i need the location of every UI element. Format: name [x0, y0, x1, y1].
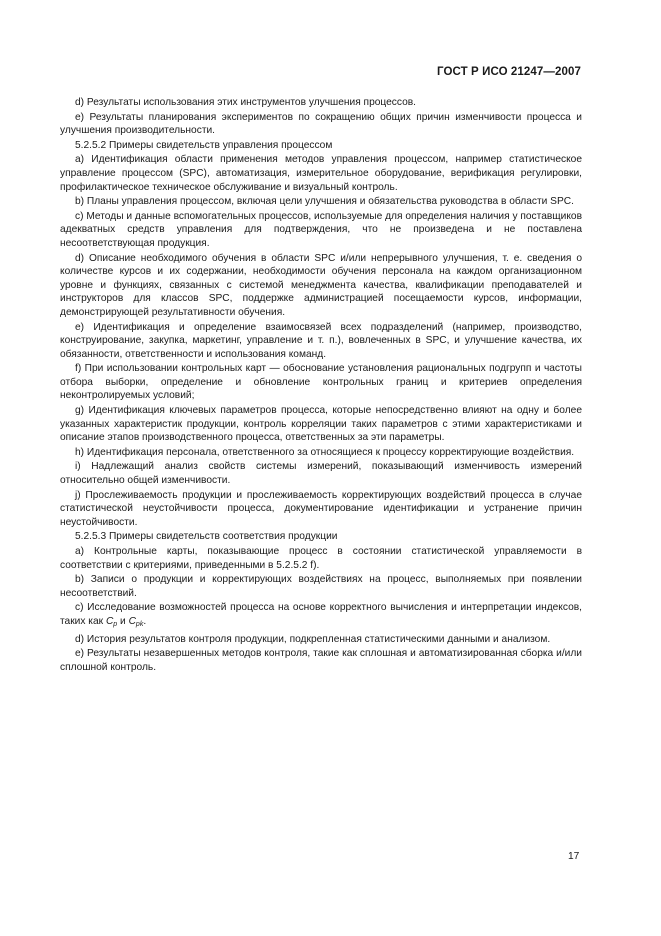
paragraph: j) Прослеживаемость продукции и прослеживаемость корректирующих воздействий процесса в случае статистической неустойчивости процесса, документирование идентификации и устранение причин неустойчивости.: [60, 489, 582, 528]
paragraph: e) Результаты планирования экспериментов по сокращению общих причин изменчивости процесса и улучшения производительности.: [60, 111, 582, 137]
paragraph-text: c) Исследование возможностей процесса на основе корректного вычисления и интерпретации индексов, таких как: [60, 602, 582, 627]
paragraph: e) Идентификация и определение взаимосвязей всех подразделений (например, производство, конструирование, закупка, маркетинг, управление и т. п.), вовлеченных в SPC, и улучшение качества, их обязанности, ответственности и использования команд.: [60, 321, 582, 360]
paragraph: b) Планы управления процессом, включая цели улучшения и обязательства руководства в области SPC.: [75, 196, 574, 208]
paragraph-with-indices: [60, 601, 582, 631]
paragraph-end: .: [143, 615, 147, 627]
paragraph: a) Контрольные карты, показывающие процесс в состоянии статистической управляемости в соответствии с критериями, приведенными в 5.2.5.2 f).: [60, 546, 582, 571]
paragraph: a) Идентификация области применения методов управления процессом, например статистическое управление процессом (SPC), автоматизация, измерительное оборудование, верификация регулировки, профилактическое техническое обслуживание и визуальный контроль.: [60, 154, 582, 193]
page-number: 17: [568, 851, 580, 862]
conjunction: и: [117, 615, 129, 627]
paragraph: e) Результаты незавершенных методов контроля, такие как сплошная и автоматизированная сборка и/или сплошной контроль.: [60, 648, 582, 673]
paragraph: d) Описание необходимого обучения в области SPC и/или непрерывного улучшения, т. е. сведения о количестве курсов и их содержании, необходимости обучения персонала на каждом организационном уровне и функциях, связанных с системой менеджмента качества, квалификации преподавателей и инструкторов для классов SPC, поддержке администрацией посещаемости курсов, информации, демонстрирующей результативности обучения.: [60, 252, 582, 318]
index-symbol: C: [105, 615, 114, 627]
section-heading: 5.2.5.3 Примеры свидетельств соответствия продукции: [75, 531, 338, 543]
section-heading: 5.2.5.2 Примеры свидетельств управления процессом: [75, 139, 333, 151]
paragraph: i) Надлежащий анализ свойств системы измерений, показывающий изменчивость измерений относительно общей изменчивости.: [60, 461, 582, 487]
paragraph: d) История результатов контроля продукции, подкрепленная статистическими данными и анализом.: [75, 633, 551, 645]
document-body: [60, 96, 582, 675]
paragraph: d) Результаты использования этих инструментов улучшения процессов.: [75, 97, 416, 108]
paragraph: h) Идентификация персонала, ответственного за относящиеся к процессу корректирующие воздействия.: [75, 446, 575, 458]
paragraph: f) При использовании контрольных карт — обоснование установления рациональных подгрупп и частоты отбора выборки, определение и обновление контрольных границ и критериев определения неконтролируемых условий;: [60, 363, 582, 402]
paragraph: b) Записи о продукции и корректирующих воздействиях на процесс, выполняемых при появлении несоответствий.: [60, 574, 582, 599]
index-subscript: pk: [135, 620, 144, 628]
index-symbol: C: [128, 615, 136, 627]
paragraph: c) Методы и данные вспомогательных процессов, используемые для определения наличия у поставщиков адекватных средств управления для подтверждения, что не произведена и не поставлена несоответствующая продукция.: [60, 210, 582, 249]
paragraph: g) Идентификация ключевых параметров процесса, которые непосредственно влияют на одну и более указанных характеристик продукции, контроль корреляции таких параметров с этими характеристиками и описание этапов производственного процесса, ответственных за эти параметры.: [60, 405, 582, 444]
index-subscript: p: [113, 620, 118, 628]
document-header: ГОСТ Р ИСО 21247—2007: [436, 66, 581, 78]
